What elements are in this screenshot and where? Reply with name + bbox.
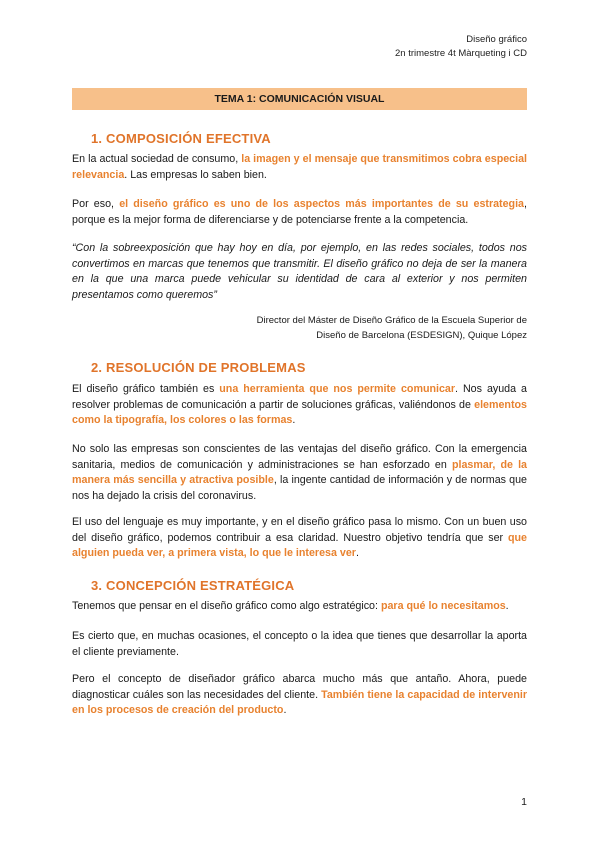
page-number: 1 [521,796,527,808]
section-3-paragraph-2: Es cierto que, en muchas ocasiones, el concepto o la idea que tienes que desarrollar la aporta el cliente previamente. [72,630,527,658]
text-run: En la actual sociedad de consumo, [72,153,242,165]
text-run: , la ingente cantidad de información y de normas que nos ha dejado la crisis del coronavirus. [72,474,527,502]
highlight-text: una herramienta que nos permite comunicar [219,383,456,395]
text-run: . [505,600,509,612]
section-3-title: 3. CONCEPCIÓN ESTRATÉGICA [91,578,295,593]
quote-credit [207,313,527,343]
highlight-text: plasmar, de la manera más sencilla y atractiva posible [72,458,527,486]
credit-line-2: Diseño de Barcelona (ESDESIGN), Quique López [316,330,527,341]
text-run: Pero el concepto de diseñador gráfico abarca mucho más que antaño. Ahora, puede diagnosticar cuáles son las necesidades del cliente. [72,673,527,701]
header-course: 2n trimestre 4t Màrqueting i CD [395,48,527,59]
page-header [395,33,527,61]
highlight-text: la imagen y el mensaje que transmitimos cobra especial relevancia [72,153,527,181]
section-2-paragraph-1 [72,382,527,429]
text-run: El uso del lenguaje es muy importante, y en el diseño gráfico pasa lo mismo. Con un buen uso del diseño gráfico, podemos contribuir a esa claridad. Nuestro objetivo tendría que ser [72,516,527,544]
section-1-paragraph-2 [72,197,527,228]
highlight-text: el diseño gráfico es uno de los aspectos más importantes de su estrategia [119,198,525,210]
section-3-paragraph-1 [72,599,527,615]
text-run: . Las empresas lo saben bien. [124,168,267,181]
text-run: . [283,704,287,716]
credit-line-1: Director del Máster de Diseño Gráfico de la Escuela Superior de [256,315,527,326]
text-run: No solo las empresas son conscientes de las ventajas del diseño gráfico. Con la emergencia sanitaria, medios de comunicación y administraciones se han esforzado en [72,443,527,471]
topic-banner: TEMA 1: COMUNICACIÓN VISUAL [72,88,527,110]
section-2-paragraph-3 [72,515,527,562]
highlight-text: elementos como la tipografía, los colores o las formas [72,398,527,426]
highlight-text: que alguien pueda ver, a primera vista, lo que le interesa ver [72,531,527,559]
section-2-title: 2. RESOLUCIÓN DE PROBLEMAS [91,360,306,375]
text-run: Tenemos que pensar en el diseño gráfico como algo estratégico: [72,600,381,612]
text-run: Por eso, [72,198,120,210]
text-run: . [292,414,296,426]
header-subject: Diseño gráfico [466,34,527,45]
quote-block: “Con la sobreexposición que hay hoy en día, por ejemplo, en las redes sociales, todos nos convertimos en marcas que tenemos que transmitir. El diseño gráfico no deja de ser la manera en la que una marca puede vehicular su identidad de cara al exterior y nos permiten presentamos como queremos” [72,242,527,301]
highlight-text: También tiene la capacidad de intervenir en los procesos de creación del producto [72,688,527,716]
section-3-paragraph-3 [72,672,527,719]
text-run: . [355,547,359,559]
text-run: , porque es la mejor forma de diferenciarse y de potenciarse frente a la competencia. [72,198,527,226]
text-run: El diseño gráfico también es [72,383,220,395]
section-1-paragraph-1 [72,152,527,183]
section-1-title: 1. COMPOSICIÓN EFECTIVA [91,131,271,146]
section-2-paragraph-2 [72,442,527,504]
highlight-text: para qué lo necesitamos [380,600,506,612]
text-run: . Nos ayuda a resolver problemas de comunicación a partir de soluciones gráficas, valiéndonos de [72,383,527,411]
